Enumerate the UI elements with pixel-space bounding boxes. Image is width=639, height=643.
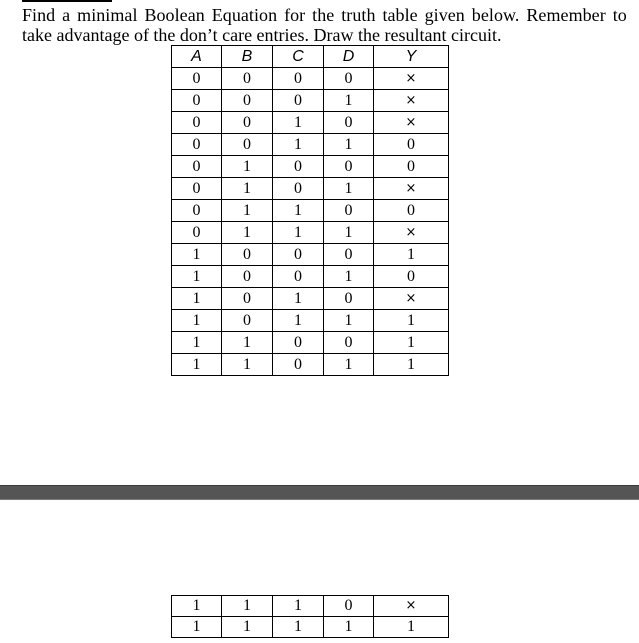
table-cell: × xyxy=(374,288,449,310)
table-cell: 1 xyxy=(172,244,222,266)
table-cell: 1 xyxy=(273,134,324,156)
truth-table-continued xyxy=(171,595,449,638)
column-header-a: A xyxy=(172,46,222,68)
column-header-c: C xyxy=(273,46,324,68)
table-row xyxy=(172,596,449,617)
table-row xyxy=(172,617,449,638)
table-cell: 1 xyxy=(273,596,324,617)
table-cell: 0 xyxy=(273,68,324,90)
table-cell: 0 xyxy=(273,90,324,112)
table-cell: 1 xyxy=(273,222,324,244)
table-cell: 1 xyxy=(374,354,449,376)
table-cell: 0 xyxy=(172,112,222,134)
table-cell: 1 xyxy=(222,156,273,178)
table-cell: 0 xyxy=(273,266,324,288)
table-row xyxy=(172,354,449,376)
table-cell: 0 xyxy=(172,200,222,222)
column-header-d: D xyxy=(324,46,374,68)
table-cell: 1 xyxy=(374,617,449,638)
table-cell: 0 xyxy=(222,112,273,134)
table-cell: 0 xyxy=(222,134,273,156)
table-cell: 1 xyxy=(324,266,374,288)
table-row xyxy=(172,178,449,200)
table-cell: 1 xyxy=(172,617,222,638)
table-row xyxy=(172,332,449,354)
table-cell: 0 xyxy=(172,68,222,90)
table-cell: 0 xyxy=(324,156,374,178)
table-cell: 1 xyxy=(172,310,222,332)
table-row xyxy=(172,310,449,332)
table-cell: 1 xyxy=(273,200,324,222)
table-cell: 1 xyxy=(273,617,324,638)
table-cell: 1 xyxy=(374,332,449,354)
table-cell: 1 xyxy=(222,178,273,200)
table-cell: 0 xyxy=(172,134,222,156)
table-cell: 0 xyxy=(222,310,273,332)
table-cell: 0 xyxy=(324,112,374,134)
table-cell: 0 xyxy=(172,222,222,244)
table-cell: 0 xyxy=(324,68,374,90)
problem-statement-line-2: take advantage of the don’t care entries. Draw the resultant circuit. xyxy=(22,25,502,45)
table-cell: 1 xyxy=(324,90,374,112)
table-cell: 0 xyxy=(374,200,449,222)
table-row xyxy=(172,266,449,288)
table-cell: 1 xyxy=(172,266,222,288)
table-cell: 0 xyxy=(324,200,374,222)
table-cell: 1 xyxy=(172,354,222,376)
table-cell: 0 xyxy=(222,288,273,310)
table-cell: 1 xyxy=(222,617,273,638)
table-row xyxy=(172,156,449,178)
table-cell: 1 xyxy=(324,617,374,638)
table-cell: 0 xyxy=(374,134,449,156)
table-row xyxy=(172,222,449,244)
top-rule xyxy=(22,0,112,2)
table-cell: 0 xyxy=(324,332,374,354)
table-cell: 1 xyxy=(222,354,273,376)
table-cell: 1 xyxy=(324,222,374,244)
table-cell: 1 xyxy=(222,200,273,222)
table-cell: × xyxy=(374,178,449,200)
table-cell: 0 xyxy=(324,244,374,266)
truth-table xyxy=(171,45,449,376)
table-cell: 0 xyxy=(273,156,324,178)
table-row xyxy=(172,134,449,156)
problem-statement-line-1: Find a minimal Boolean Equation for the truth table given below. Remember to xyxy=(22,5,627,25)
table-row xyxy=(172,68,449,90)
table-cell: 0 xyxy=(273,332,324,354)
table-cell: 1 xyxy=(222,596,273,617)
table-cell: 0 xyxy=(222,68,273,90)
table-cell: 0 xyxy=(172,90,222,112)
table-cell: × xyxy=(374,68,449,90)
table-row xyxy=(172,244,449,266)
table-row xyxy=(172,112,449,134)
table-cell: 0 xyxy=(273,244,324,266)
table-cell: 0 xyxy=(273,354,324,376)
table-cell: 0 xyxy=(222,90,273,112)
table-cell: 1 xyxy=(324,310,374,332)
table-cell: × xyxy=(374,596,449,617)
table-cell: × xyxy=(374,112,449,134)
table-cell: 1 xyxy=(324,354,374,376)
table-cell: 0 xyxy=(374,156,449,178)
table-cell: 1 xyxy=(222,332,273,354)
table-cell: 0 xyxy=(374,266,449,288)
table-row xyxy=(172,288,449,310)
table-row xyxy=(172,200,449,222)
column-header-b: B xyxy=(222,46,273,68)
table-cell: 1 xyxy=(273,288,324,310)
truth-table-header-row xyxy=(172,46,449,68)
table-cell: 0 xyxy=(172,178,222,200)
table-cell: × xyxy=(374,222,449,244)
table-cell: 1 xyxy=(273,310,324,332)
table-cell: 1 xyxy=(324,178,374,200)
table-cell: 0 xyxy=(222,244,273,266)
table-cell: 1 xyxy=(324,134,374,156)
table-cell: 1 xyxy=(222,222,273,244)
column-header-y: Y xyxy=(374,46,449,68)
problem-statement xyxy=(22,5,639,45)
table-cell: 1 xyxy=(374,244,449,266)
page-separator xyxy=(0,485,639,500)
table-row xyxy=(172,90,449,112)
table-cell: 0 xyxy=(324,288,374,310)
table-cell: 1 xyxy=(273,112,324,134)
table-cell: 1 xyxy=(172,332,222,354)
table-cell: 0 xyxy=(172,156,222,178)
table-cell: 0 xyxy=(324,596,374,617)
table-cell: 1 xyxy=(172,288,222,310)
table-cell: 0 xyxy=(222,266,273,288)
table-cell: 1 xyxy=(374,310,449,332)
table-cell: × xyxy=(374,90,449,112)
table-cell: 0 xyxy=(273,178,324,200)
table-cell: 1 xyxy=(172,596,222,617)
